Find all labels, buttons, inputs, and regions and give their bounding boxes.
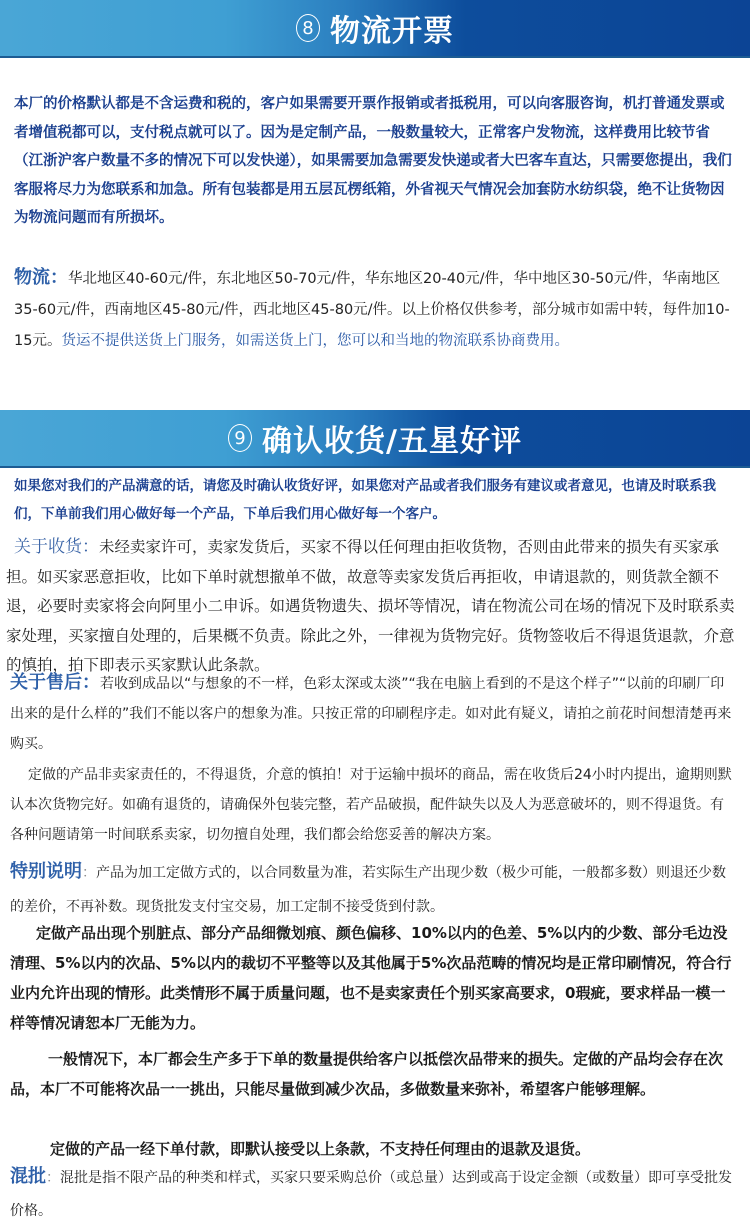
special-notes-colon: ：: [82, 865, 96, 881]
special-notes-label: 特别说明: [10, 861, 82, 882]
mixed-batch-paragraph: [10, 1160, 734, 1228]
section-banner-confirm-receipt: [0, 410, 750, 468]
after-sales-paragraph-2: 定做的产品非卖家责任的，不得退货，介意的慎拍！对于运输中损坏的商品，需在收货后24小时内提出，逾期则默认本次货物完好。如确有退货的，请确保外包装完整，若产品破损，配件缺失以及人为恶意破坏的，则不得退货。有各种问题请第一时间联系卖家，切勿擅自处理，我们都会给您妥善的解决方案。: [10, 767, 732, 843]
circled-number-9: 9: [228, 424, 252, 452]
section-title: 确认收货/五星好评: [262, 424, 522, 459]
section-banner-logistics-invoice: [0, 0, 750, 58]
delivery-note: 货运不提供送货上门服务，如需送货上门，您可以和当地的物流联系协商费用。: [61, 333, 569, 349]
mixed-batch-label: 混批: [10, 1166, 46, 1187]
logistics-rates-paragraph: [14, 262, 738, 357]
after-sales-paragraph: [10, 668, 734, 759]
receipt-policy-paragraph: [6, 533, 746, 681]
special-notes-paragraph: [10, 855, 734, 924]
mixed-batch-colon: ：: [46, 1170, 60, 1186]
extra-quantity-paragraph: 一般情况下，本厂都会生产多于下单的数量提供给客户以抵偿次品带来的损失。定做的产品均会存在次品，本厂不可能将次品一一挑出，只能尽量做到减少次品，多做数量来弥补，希望客户能够理解。: [10, 1050, 724, 1098]
invoice-intro-paragraph: 本厂的价格默认都是不含运费和税的，客户如果需要开票作报销或者抵税用，可以向客服咨询，机打普通发票或者增值税都可以，支付税点就可以了。因为是定制产品，一般数量较大，正常客户发物流，这样费用比较节省（江浙沪客户数量不多的情况下可以发快递），如果需要加急需要发快递或者大巴客车直达，只需要您提出，我们客服将尽力为您联系和加急。所有包装都是用五层瓦楞纸箱，外省视天气情况会加套防水纺织袋，绝不让货物因为物流问题而有所损坏。: [14, 96, 732, 226]
review-intro-paragraph: 如果您对我们的产品满意的话，请您及时确认收货好评，如果您对产品或者我们服务有建议或者意见，也请及时联系我们，下单前我们用心做好每一个产品，下单后我们用心做好每一个客户。: [14, 478, 716, 522]
after-sales-label: 关于售后：: [10, 672, 100, 693]
logistics-label: 物流：: [14, 267, 68, 288]
circled-number-8: 8: [296, 14, 320, 42]
after-sales-text: 若收到成品以“与想象的不一样，色彩太深或太淡”“我在电脑上看到的不是这个样子”“以前的印刷厂印出来的是什么样的”我们不能以客户的想象为准。只按正常的印刷程序走。如对此有疑义，请拍之前花时间想清楚再来购买。: [10, 676, 732, 752]
receipt-text: 未经卖家许可，卖家发货后，买家不得以任何理由拒收货物，否则由此带来的损失有买家承担。如买家恶意拒收，比如下单时就想撤单不做，故意等卖家发货后再拒收，申请退款的，则货款全额不退，必要时卖家将会向阿里小二申诉。如遇货物遗失、损坏等情况，请在物流公司在场的情况下及时联系卖家处理，买家擅自处理的，后果概不负责。除此之外，一律视为货物完好。货物签收后不得退货退款，介意的慎拍，拍下即表示买家默认此条款。: [6, 538, 735, 674]
special-notes-text: 产品为加工定做方式的，以合同数量为准，若实际生产出现少数（极少可能，一般都多数）则退还少数的差价，不再补数。现货批发支付宝交易，加工定制不接受货到付款。: [10, 865, 726, 915]
receipt-label: 关于收货：: [14, 537, 99, 557]
logistics-rates-text: 华北地区40-60元/件，东北地区50-70元/件，华东地区20-40元/件，华中地区30-50元/件，华南地区35-60元/件，西南地区45-80元/件，西北地区45-80元/件。以上价格仅供参考，部分城市如需中转，每件加10-15元。: [14, 271, 730, 349]
order-confirm-paragraph: 定做的产品一经下单付款，即默认接受以上条款，不支持任何理由的退款及退货。: [50, 1140, 591, 1158]
mixed-batch-text: 混批是指不限产品的种类和样式，买家只要采购总价（或总量）达到或高于设定金额（或数量）即可享受批发价格。: [10, 1170, 732, 1219]
defects-paragraph: 定做产品出现个别脏点、部分产品细微划痕、颜色偏移、10%以内的色差、5%以内的少数、部分毛边没清理、5%以内的次品、5%以内的裁切不平整等以及其他属于5%次品范畴的情况均是正常印刷情况，符合行业内允许出现的情形。此类情形不属于质量问题，也不是卖家责任个别买家高要求，0瑕疵，要求样品一模一样等情况请恕本厂无能为力。: [10, 924, 732, 1032]
section-title: 物流开票: [330, 14, 454, 49]
